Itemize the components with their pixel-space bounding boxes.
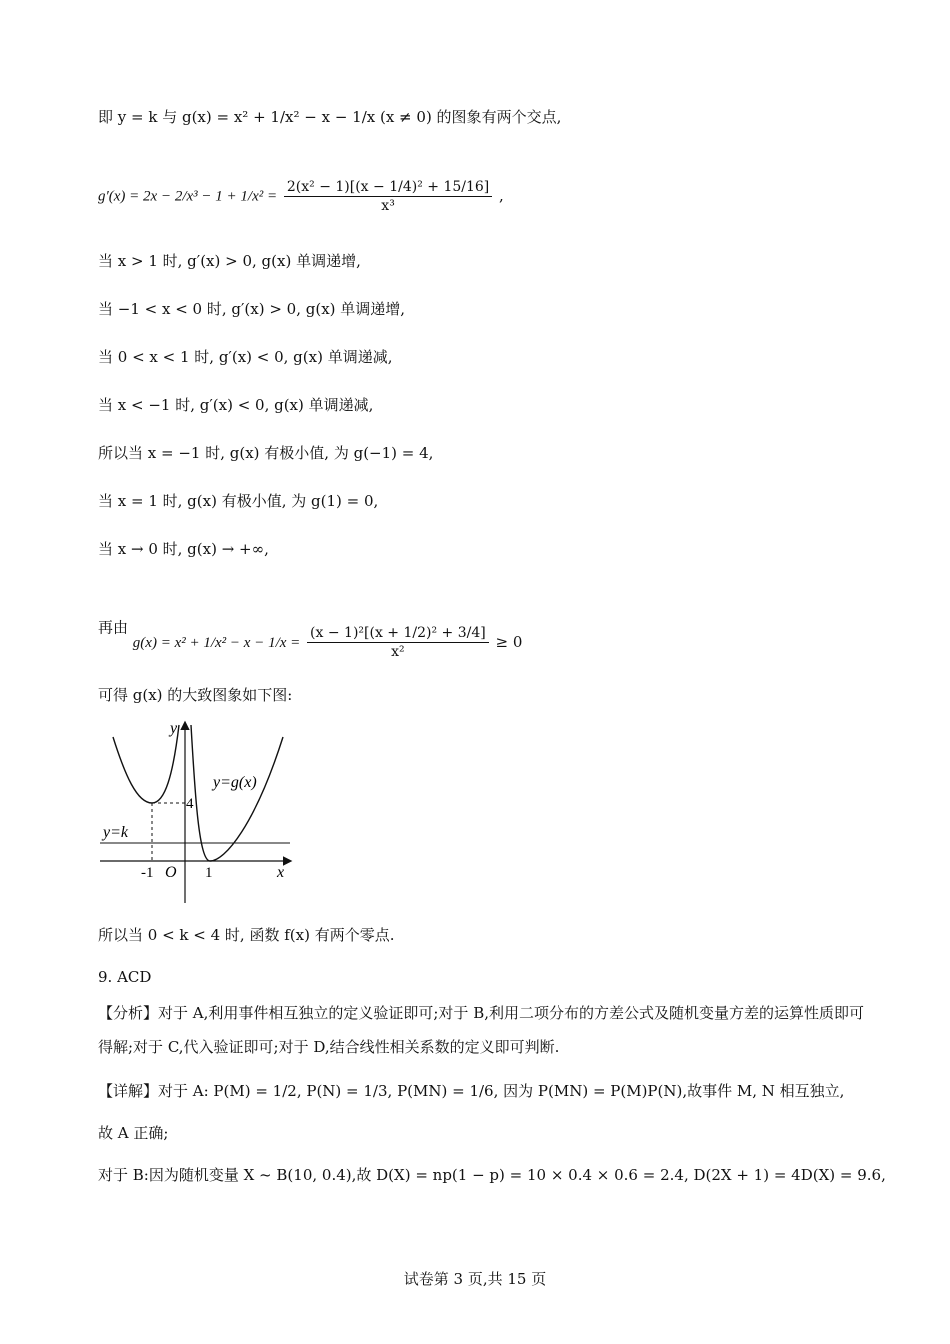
analysis-paragraph: 【分析】对于 A,利用事件相互独立的定义验证即可;对于 B,利用二项分布的方差公式及随机变量方差的运算性质即可得解;对于 C,代入验证即可;对于 D,结合线性相关系数的定义即可判断. (98, 1004, 864, 1056)
y-axis-label: y (170, 720, 178, 737)
line-k-label: y=k (103, 824, 128, 841)
nonneg-denominator: x² (391, 644, 405, 660)
question-9-answer: 9. ACD (98, 968, 152, 986)
text-line-x-gt-1: 当 x > 1 时, g′(x) > 0, g(x) 单调递增, (98, 252, 361, 270)
text-line-nonneg (98, 610, 523, 660)
derivative-denominator: x³ (381, 198, 395, 214)
detail-line-a-conclusion: 故 A 正确; (98, 1124, 169, 1142)
text-line-0-to-1: 当 0 < x < 1 时, g′(x) < 0, g(x) 单调递减, (98, 348, 393, 366)
text-line-limit: 当 x → 0 时, g(x) → +∞, (98, 540, 269, 558)
tick-label-1: 1 (205, 865, 213, 881)
curve-right-branch (191, 725, 283, 861)
text-line-min-neg1: 所以当 x = −1 时, g(x) 有极小值, 为 g(−1) = 4, (98, 444, 434, 462)
nonneg-prefix: 再由 (98, 618, 129, 637)
text-line-intersections: 即 y = k 与 g(x) = x² + 1/x² − x − 1/x (x ≠ 0) 的图象有两个交点, (98, 108, 562, 126)
origin-label: O (165, 864, 177, 881)
derivative-tail: , (499, 186, 504, 205)
tick-label-neg1: -1 (141, 865, 154, 881)
detail-line-a: 【详解】对于 A: P(M) = 1/2, P(N) = 1/3, P(MN) = 1/6, 因为 P(MN) = P(M)P(N),故事件 M, N 相互独立, (98, 1082, 845, 1100)
derivative-line (98, 178, 504, 215)
nonneg-tail: ≥ 0 (495, 632, 523, 651)
derivative-fraction (284, 178, 492, 215)
text-line-conclusion: 所以当 0 < k < 4 时, 函数 f(x) 有两个零点. (98, 926, 395, 944)
text-line-min-1: 当 x = 1 时, g(x) 有极小值, 为 g(1) = 0, (98, 492, 379, 510)
page-footer: 试卷第 3 页,共 15 页 (403, 1270, 547, 1288)
tick-label-4: 4 (186, 796, 194, 812)
curve-label: y=g(x) (213, 774, 257, 791)
text-line-x-lt-neg1: 当 x < −1 时, g′(x) < 0, g(x) 单调递减, (98, 396, 374, 414)
x-axis-label: x (277, 864, 285, 881)
derivative-lhs: g′(x) = 2x − 2/x³ − 1 + 1/x² = (98, 188, 278, 205)
nonneg-numerator: (x − 1)²[(x + 1/2)² + 3/4] (307, 624, 489, 643)
nonneg-lhs: g(x) = x² + 1/x² − x − 1/x = (132, 634, 301, 651)
detail-line-b: 对于 B:因为随机变量 X ~ B(10, 0.4),故 D(X) = np(1 − p) = 10 × 0.4 × 0.6 = 2.4, D(2X + 1) = 4D(X) = 9.6, (98, 1166, 886, 1184)
nonneg-fraction (307, 624, 489, 661)
text-line-neg1-to-0: 当 −1 < x < 0 时, g′(x) > 0, g(x) 单调递增, (98, 300, 406, 318)
text-line-graph-intro: 可得 g(x) 的大致图象如下图: (98, 686, 293, 704)
derivative-numerator: 2(x² − 1)[(x − 1/4)² + 15/16] (284, 178, 492, 197)
function-graph (95, 715, 295, 905)
